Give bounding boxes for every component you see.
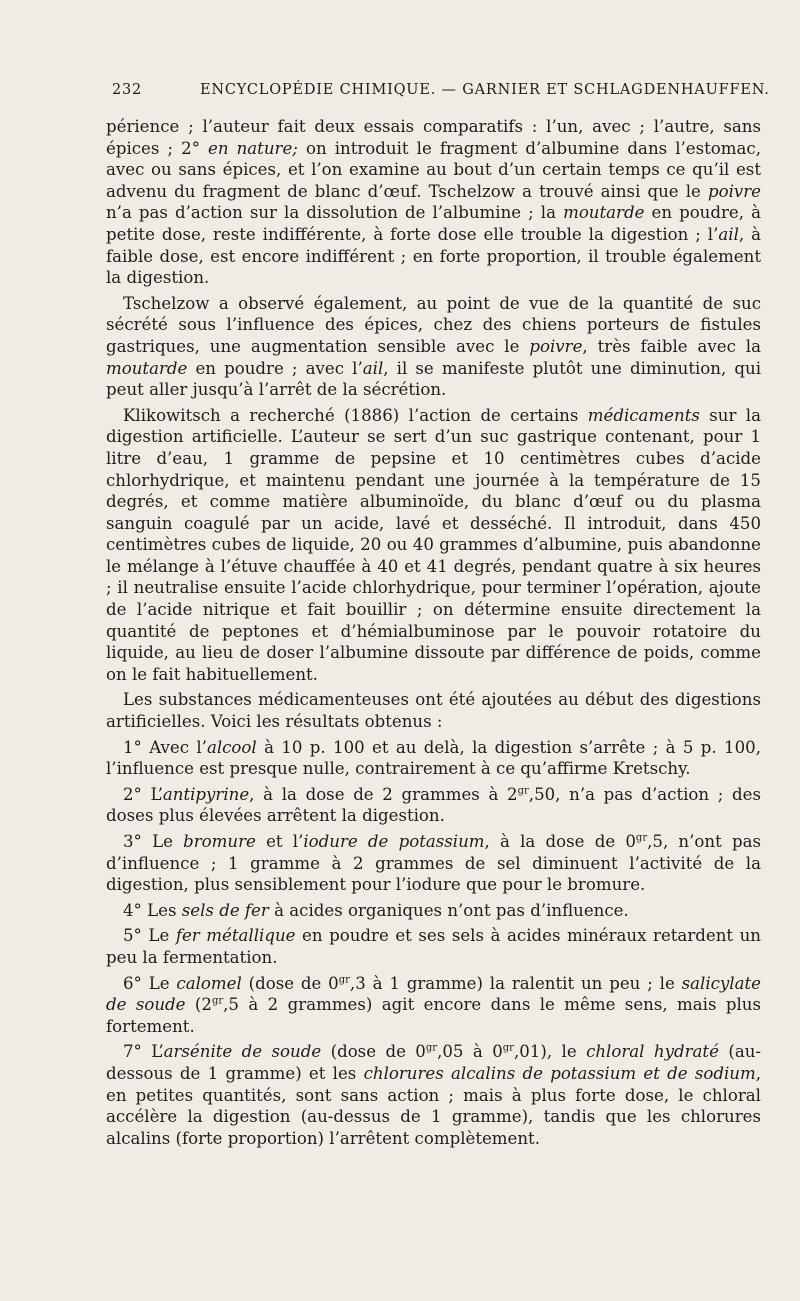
italic-term: moutarde	[106, 358, 188, 378]
paragraph-p4	[106, 689, 761, 732]
text-run: 1° Avec l’	[123, 737, 207, 757]
superscript: gr	[517, 785, 529, 797]
text-run: (dose de 0	[241, 973, 339, 993]
text-run: , il se manifeste plutôt une diminution, qui peut aller jusqu’à l’arrêt de la sécrétion.	[106, 358, 762, 400]
italic-term: iodure de potassium	[303, 832, 485, 851]
italic-term: moutarde	[563, 203, 645, 223]
text-run: 2° L’	[123, 784, 163, 804]
superscript: gr	[338, 974, 350, 986]
text-run: 6° Le	[123, 973, 177, 993]
text-run: ,5, n’ont pas d’influence ; 1 gramme à 2 grammes de sel diminuent l’activité de la digestion, plus sensiblement pour l’iodure que pour le bromure.	[106, 832, 761, 895]
text-run: Tschelzow a observé également, au point de vue de la quantité de suc sécrété sous l’influence des épices, chez des chiens porteurs de fistules gastriques, une augmentation sensible avec le	[106, 293, 761, 356]
paragraph-p2	[106, 293, 761, 401]
italic-term: chloral hydraté	[586, 1042, 719, 1062]
text-run: en poudre, à petite dose, reste indifférente, à forte dose elle trouble la digestion ; l’	[106, 203, 761, 244]
text-run: ,01), le	[513, 1042, 587, 1062]
italic-term: médicaments	[587, 405, 700, 425]
superscript: gr	[211, 995, 224, 1007]
paragraph-p6	[106, 784, 761, 827]
text-run: (dose de 0	[321, 1042, 426, 1062]
paragraph-p10	[106, 973, 761, 1038]
text-run: (2	[185, 995, 212, 1015]
paragraph-p9	[106, 925, 761, 968]
text-run: ,5 à 2 grammes) agit encore dans le même sens, mais plus fortement.	[106, 995, 762, 1036]
text-run: , à la dose de 0	[484, 832, 636, 851]
text-run: (au-dessous de 1 gramme) et les	[106, 1042, 762, 1083]
paragraph-p11	[106, 1041, 761, 1149]
text-run: en poudre et ses sels à acides minéraux retardent un peu la fermentation.	[106, 926, 761, 967]
text-run: Klikowitsch a recherché (1886) l’action de certains	[123, 405, 588, 425]
paragraph-p1	[106, 116, 761, 289]
italic-term: en nature;	[208, 138, 298, 158]
text-run: , très faible avec la	[582, 336, 762, 356]
italic-term: alcool	[206, 737, 257, 757]
superscript: gr	[502, 1042, 514, 1054]
text-run: sur la digestion artificielle. L’auteur se sert d’un suc gastrique contenant, pour 1 litre d’eau, 1 gramme de pepsine et 10 centimètres cubes d’acide chlorhydrique, et maintenu pendant une journée à la température de 15 degrés, et comme matière albuminoïde, du blanc d’œuf ou du plasma sanguin coagulé par un acide, lavé et desséché. Il introduit, dans 450 centimètres cubes de liquide, 20 ou 40 grammes d’albumine, puis abandonne le mélange à l’étuve chauffée à 40 et 41 degrés, pendant quatre à six heures ; il neutralise ensuite l’acide chlorhydrique, pour terminer l’opération, ajoute de l’acide nitrique et fait bouillir ; on détermine ensuite directement la quantité de peptones et d’hémialbuminose par le pouvoir rotatoire du liquide, au lieu de doser l’albumine dissoute par différence de poids, comme on le fait habituellement.	[106, 405, 761, 684]
paragraph-p8	[106, 900, 761, 922]
italic-term: antipyrine	[162, 784, 250, 804]
text-run: 7° L’	[123, 1042, 164, 1062]
italic-term: sels de fer	[181, 900, 269, 920]
text-run: 3° Le	[123, 832, 184, 851]
text-run: n’a pas d’action sur la dissolution de l’albumine ; la	[106, 203, 564, 223]
text-run: en poudre ; avec l’	[187, 358, 363, 378]
italic-term: arsénite de soude	[163, 1042, 322, 1062]
italic-term: salicylate de soude	[106, 973, 761, 1015]
text-run: ,50, n’a pas d’action ; des doses plus élevées arrêtent la digestion.	[106, 784, 762, 826]
running-header	[112, 80, 770, 102]
text-run: on introduit le fragment d’albumine dans l’estomac, avec ou sans épices, et l’on examine au bout d’un certain temps ce qu’il est advenu du fragment de blanc d’œuf. Tschelzow a trouvé ainsi que le	[106, 138, 761, 201]
text-run: , à faible dose, est encore indifférent ; en forte proportion, il trouble également la digestion.	[106, 224, 761, 288]
paragraph-p5	[106, 737, 761, 780]
superscript: gr	[425, 1042, 438, 1054]
italic-term: poivre	[529, 336, 583, 356]
paragraph-p7	[106, 831, 761, 896]
text-run: ,05 à 0	[437, 1042, 503, 1062]
text-run: , en petites quantités, sont sans action ; mais à plus forte dose, le chloral accélère la digestion (au-dessus de 1 gramme), tandis que les chlorures alcalins (forte proportion) l’arrêtent complètement.	[106, 1063, 761, 1148]
text-run: à 10 p. 100 et au delà, la digestion s’arrête ; à 5 p. 100, l’influence est presque nulle, contrairement à ce qu’affirme Kretschy.	[106, 737, 761, 779]
italic-term: ail	[362, 358, 384, 378]
text-run: , à la dose de 2 grammes à 2	[249, 784, 518, 804]
text-run: 5° Le	[123, 926, 176, 946]
text-run: Les substances médicamenteuses ont été ajoutées au début des digestions artificielles. Voici les résultats obtenus :	[106, 690, 761, 732]
text-run: ,3 à 1 gramme) la ralentit un peu ; le	[349, 973, 682, 993]
italic-term: poivre	[707, 181, 761, 201]
text-run: à acides organiques n’ont pas d’influence.	[268, 900, 629, 920]
running-title: ENCYCLOPÉDIE CHIMIQUE. — GARNIER ET SCHLAGDENHAUFFEN.	[200, 82, 770, 98]
text-run: périence ; l’auteur fait deux essais comparatifs : l’un, avec ; l’autre, sans épices ; 2°	[106, 117, 761, 158]
paragraph-p3	[106, 405, 761, 686]
italic-term: bromure	[183, 832, 256, 851]
superscript: gr	[635, 832, 648, 844]
italic-term: ail	[718, 224, 739, 244]
page-number: 232	[112, 82, 143, 98]
text-run: 4° Les	[123, 900, 182, 920]
text-run: et l’	[255, 832, 304, 851]
italic-term: chlorures alcalins de potassium et de sodium	[363, 1063, 756, 1083]
italic-term: calomel	[176, 973, 242, 993]
italic-term: fer métallique	[175, 926, 296, 946]
body-text	[106, 116, 761, 1153]
